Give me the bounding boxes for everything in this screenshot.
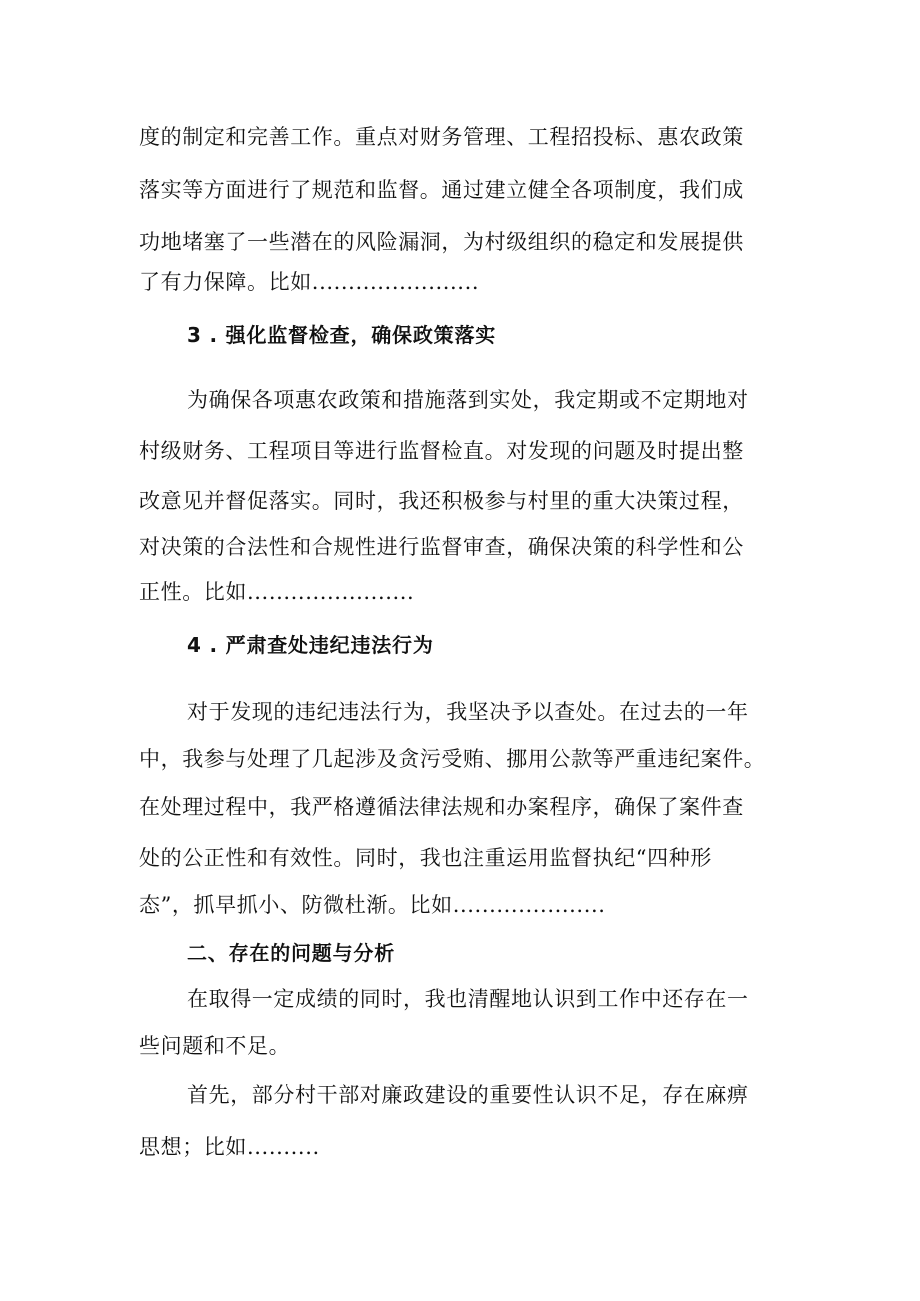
paragraph-2-line-3: 改意见并督促落实。同时，我还积极参与村里的重大决策过程， <box>139 489 744 513</box>
section-2-heading: 二、存在的问题与分析 <box>187 941 395 965</box>
paragraph-3-line-4: 处的公正性和有效性。同时，我也注重运用监督执纪“四种形 <box>139 846 712 870</box>
paragraph-3-line-2: 中，我参与处理了几起涉及贪污受贿、挪用公款等严重违纪案件。 <box>139 747 766 771</box>
paragraph-3-line-3: 在处理过程中，我严格遵循法律法规和办案程序，确保了案件查 <box>139 795 744 819</box>
paragraph-2-line-5: 正性。比如....................... <box>139 580 415 604</box>
paragraph-3-line-5: 态”，抓早抓小、防微杜渐。比如..................... <box>139 893 606 917</box>
paragraph-5-line-2: 思想；比如.......... <box>139 1135 320 1159</box>
paragraph-1-line-1: 度的制定和完善工作。重点对财务管理、工程招投标、惠农政策 <box>139 125 744 149</box>
paragraph-3-line-1: 对于发现的违纪违法行为，我坚决予以查处。在过去的一年 <box>187 700 749 724</box>
section-heading-3: 3 . 强化监督检查，确保政策落实 <box>187 323 497 347</box>
paragraph-5-line-1: 首先，部分村干部对廉政建设的重要性认识不足，存在麻痹 <box>187 1083 749 1107</box>
paragraph-4-line-1: 在取得一定成绩的同时，我也清醒地认识到工作中还存在一 <box>187 987 749 1011</box>
section-heading-4: 4 . 严肃查处违纪违法行为 <box>187 633 434 657</box>
paragraph-1-line-3: 功地堵塞了一些潜在的风险漏洞，为村级组织的稳定和发展提供 <box>139 230 744 254</box>
paragraph-2-line-1: 为确保各项惠农政策和措施落到实处，我定期或不定期地对 <box>187 388 749 412</box>
paragraph-1-line-2: 落实等方面进行了规范和监督。通过建立健全各项制度，我们成 <box>139 178 744 202</box>
paragraph-2-line-2: 村级财务、工程项目等进行监督检直。对发现的问题及时提出整 <box>139 439 744 463</box>
paragraph-2-line-4: 对决策的合法性和合规性进行监督审查，确保决策的科学性和公 <box>139 535 744 559</box>
paragraph-1-line-4: 了有力保障。比如....................... <box>139 270 480 294</box>
paragraph-4-line-2: 些问题和不足。 <box>139 1034 291 1058</box>
